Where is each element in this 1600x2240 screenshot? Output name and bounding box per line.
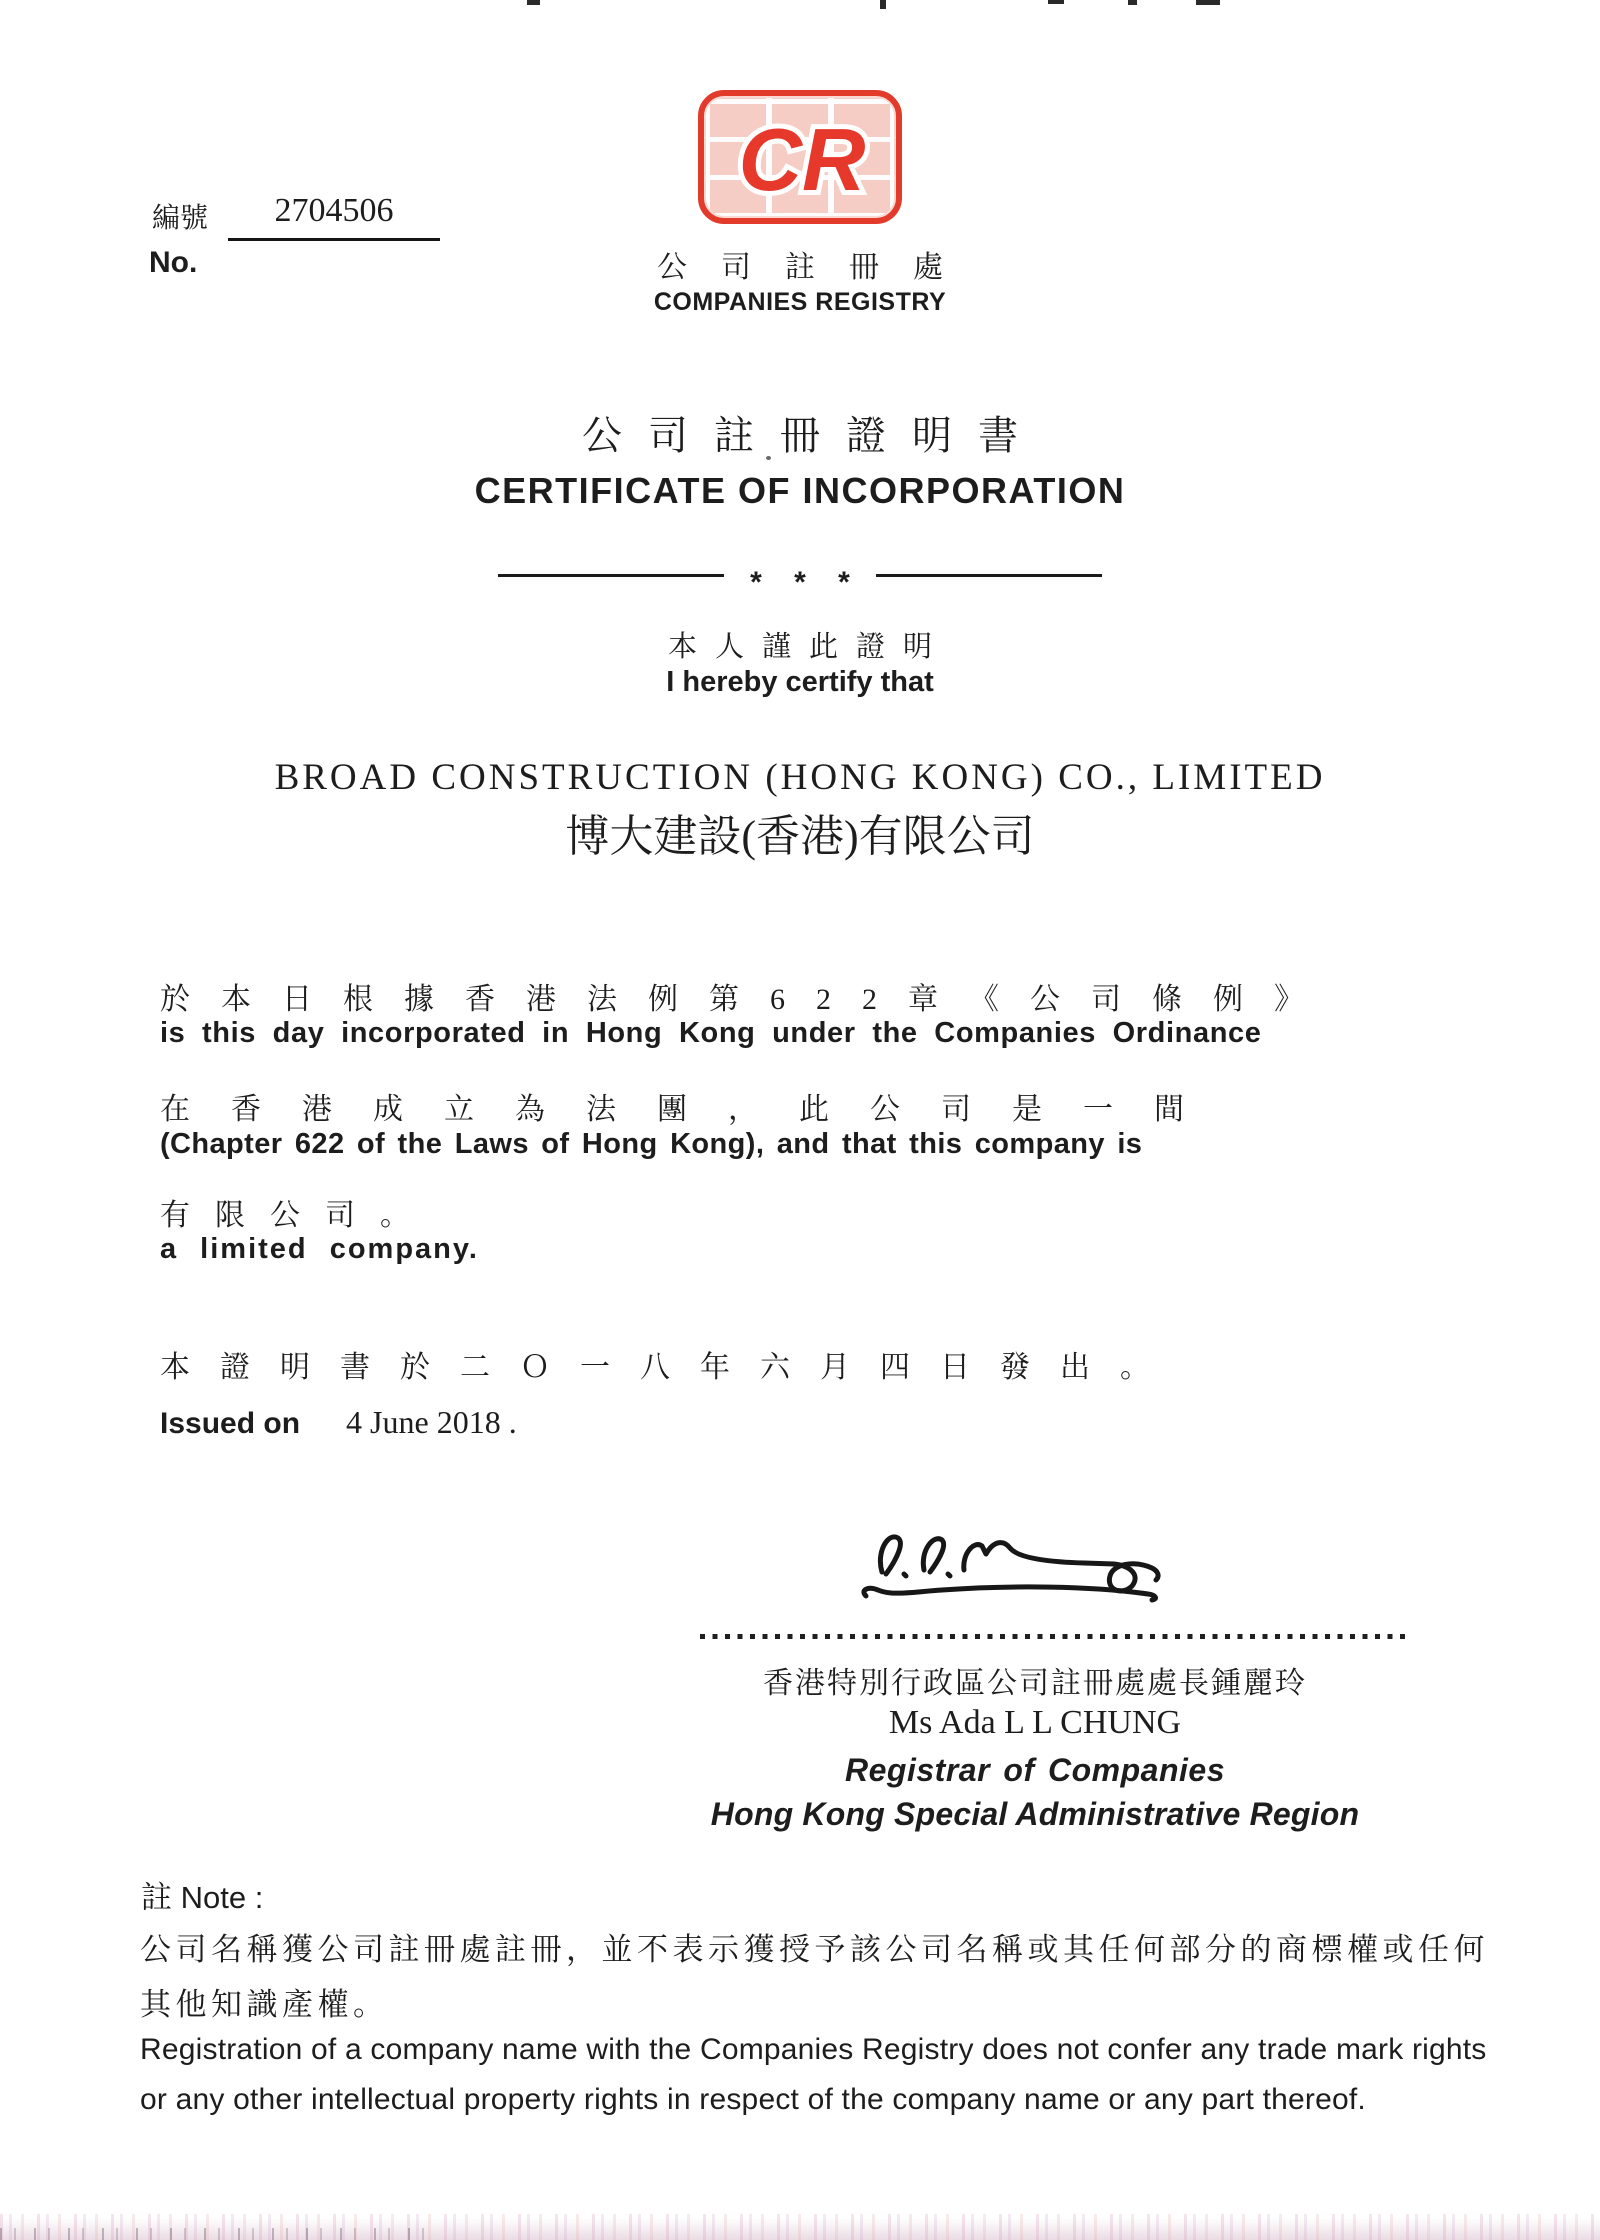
number-underline (228, 238, 440, 241)
body-paragraph-1-en: is this day incorporated in Hong Kong under the Companies Ordinance (160, 1017, 1262, 1049)
scan-speck (1196, 0, 1220, 5)
issue-date-cjk: 本證明書於二Ｏ一八年六月四日發出。 (160, 1351, 1180, 1384)
certificate-number: 2704506 (274, 192, 394, 229)
scan-speck (1048, 0, 1064, 4)
certify-statement-en: I hereby certify that (666, 666, 934, 698)
divider-rule-left (498, 574, 724, 577)
scan-speck (880, 0, 886, 9)
body-paragraph-2-cjk: 在香港成立為法團，此公司是一間 (160, 1093, 1225, 1126)
certificate-title-cjk: 公司註冊證明書 (582, 413, 1044, 458)
registrar-region-en: Hong Kong Special Administrative Region (710, 1796, 1360, 1832)
body-paragraph-2-en: (Chapter 622 of the Laws of Hong Kong), and that this company is (160, 1128, 1143, 1160)
note-cjk-line2: 其他知識產權。 (140, 1987, 389, 2022)
scan-noise-dark (0, 2228, 430, 2240)
companies-registry-logo (698, 90, 902, 224)
registrar-title-cjk: 香港特別行政區公司註冊處處長鍾麗玲 (763, 1667, 1307, 1700)
certify-statement-cjk: 本人謹此證明 (667, 631, 950, 663)
signature-dotted-line (700, 1634, 1408, 1639)
note-cjk-line1: 公司名稱獲公司註冊處註冊，並不表示獲授予該公司名稱或其任何部分的商標權或任何 (140, 1932, 1489, 1967)
body-paragraph-1-cjk: 於本日根據香港法例第622章《公司條例》 (160, 983, 1335, 1016)
registrar-title-en: Registrar of Companies (845, 1752, 1225, 1788)
issued-on-label: Issued on (160, 1407, 301, 1440)
title-divider (0, 558, 1600, 599)
certificate-title-en: CERTIFICATE OF INCORPORATION (474, 470, 1126, 511)
svg-text:CR: CR (738, 110, 866, 209)
issue-date-row (160, 1404, 517, 1441)
note-en-line2: or any other intellectual property rights in respect of the company name or any part thereof. (140, 2083, 1366, 2116)
signature-icon (852, 1510, 1182, 1614)
divider-stars: * * * (750, 566, 862, 599)
body-paragraph-3-en: a limited company. (160, 1233, 479, 1265)
note-label: 註 Note : (141, 1880, 264, 1915)
company-name-en: BROAD CONSTRUCTION (HONG KONG) CO., LIMITED (274, 757, 1326, 798)
issue-date-value: 4 June 2018 . (346, 1404, 517, 1440)
number-label-en: No. (149, 246, 198, 279)
divider-rule-right (876, 574, 1102, 577)
registry-name-en: COMPANIES REGISTRY (653, 288, 947, 316)
registrar-signature (852, 1510, 1182, 1619)
scan-speck (527, 0, 540, 5)
registry-name-cjk: 公司註冊處 (657, 251, 977, 284)
body-paragraph-3-cjk: 有限公司。 (160, 1199, 435, 1232)
cr-monogram-icon (704, 96, 896, 218)
note-en-line1: Registration of a company name with the Companies Registry does not confer any trade mark rights (140, 2033, 1487, 2066)
registrar-name: Ms Ada L L CHUNG (888, 1704, 1182, 1741)
company-name-cjk: 博大建設(香港)有限公司 (565, 812, 1035, 861)
number-label-cjk: 編號 (152, 203, 209, 234)
scan-speck (1128, 0, 1137, 5)
